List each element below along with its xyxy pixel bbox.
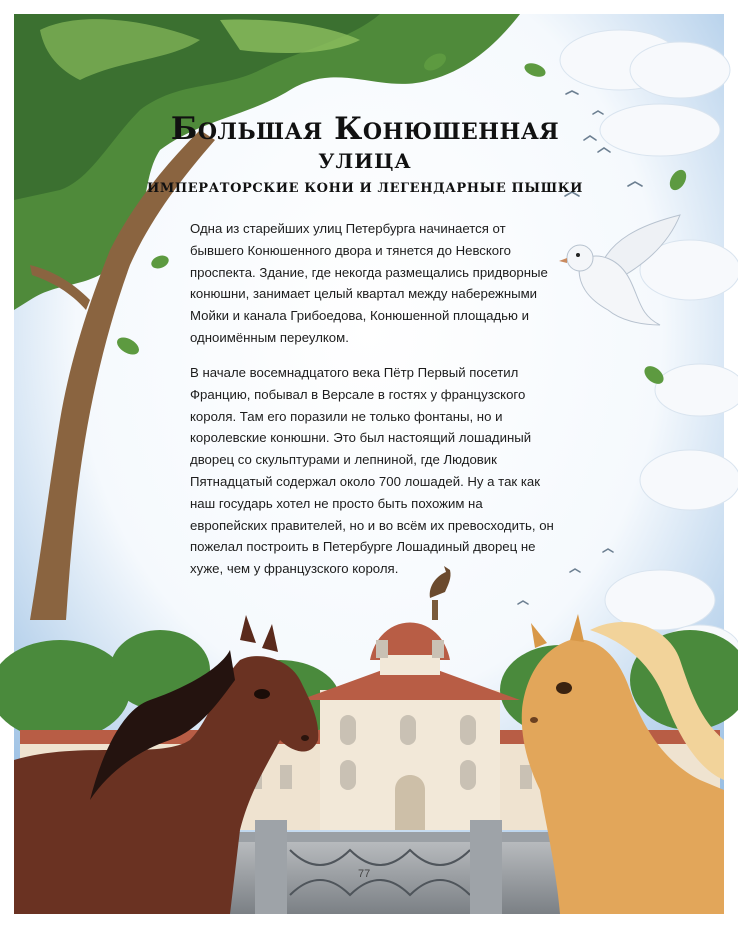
paragraph: В начале восемнадцатого века Пётр Первый посетил Францию, побывал в Версале в гостях у французского короля. Там его поразили не только фонтаны, но и королевские конюшни. Это был настоящий лошадиный дворец со скульптурами и лепниной, где Людовик Пятнадцатый содержал около 700 лошадей. Ну а так как наш государь хотел не просто быть похожим на европейских правителей, но и во всём их превосходить, он пожелал построить в Петербурге Лошадиный дворец не хуже, чем у французского короля.: [190, 365, 554, 577]
paragraph: Одна из старейших улиц Петербурга начинается от бывшего Конюшенного двора и тянется до Невского проспекта. Здание, где некогда размещались придворные конюшни, занимает целый квартал между набережными Мойки и канала Грибоедова, Конюшенной площадью и одноимённым переулком.: [190, 221, 548, 345]
page-subtitle: ИМПЕРАТОРСКИЕ КОНИ И ЛЕГЕНДАРНЫЕ ПЫШКИ: [146, 181, 584, 196]
title-block: [140, 112, 590, 198]
page-title-line2: улица: [318, 142, 412, 175]
page-number: 77: [358, 868, 371, 880]
page-title: Большая Конюшенная: [170, 111, 560, 147]
